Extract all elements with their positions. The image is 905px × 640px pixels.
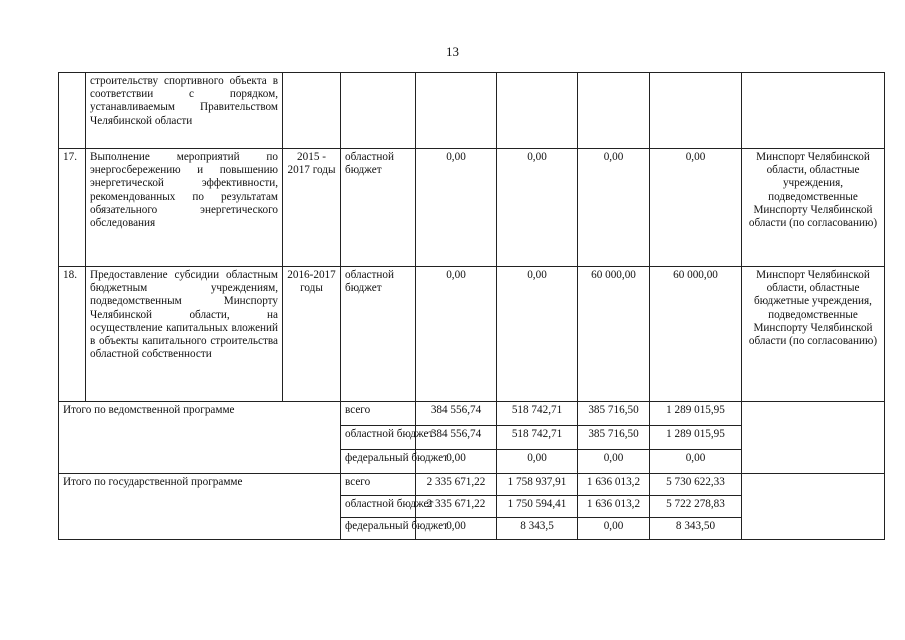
row-period (283, 73, 341, 149)
dept-total-value-2: 518 742,71 (497, 402, 578, 426)
row-executor: Минспорт Челябинской области, областные учреждения, подведомственные Минспорту Челябинской области (по согласованию) (742, 149, 885, 267)
row-value-1: 0,00 (416, 267, 497, 402)
row-source: областной бюджет (341, 267, 416, 402)
dept-total-value-1: 0,00 (416, 450, 497, 474)
table-row (59, 73, 885, 149)
row-value-2: 0,00 (497, 267, 578, 402)
row-value-2: 0,00 (497, 149, 578, 267)
row-value-1 (416, 73, 497, 149)
state-total-value-3: 1 636 013,2 (578, 496, 650, 518)
dept-total-source: всего (341, 402, 416, 426)
row-number: 17. (59, 149, 86, 267)
state-total-value-total: 5 730 622,33 (650, 474, 742, 496)
row-description: Выполнение мероприятий по энергосбережению и повышению энергетической эффективности, рекомендованных по результатам обязательного энергетического обследования (86, 149, 283, 267)
row-executor (742, 73, 885, 149)
row-source: областной бюджет (341, 149, 416, 267)
state-total-row (59, 474, 885, 496)
state-total-value-3: 1 636 013,2 (578, 474, 650, 496)
state-total-value-1: 2 335 671,22 (416, 474, 497, 496)
row-period: 2015 - 2017 годы (283, 149, 341, 267)
dept-total-row (59, 402, 885, 426)
state-total-value-2: 1 750 594,41 (497, 496, 578, 518)
dept-total-value-total: 1 289 015,95 (650, 402, 742, 426)
dept-total-label: Итого по ведомственной программе (59, 402, 341, 474)
row-value-3: 60 000,00 (578, 267, 650, 402)
dept-total-source: федеральный бюджет (341, 450, 416, 474)
dept-total-value-1: 384 556,74 (416, 402, 497, 426)
state-total-executor (742, 474, 885, 540)
row-value-total: 60 000,00 (650, 267, 742, 402)
dept-total-value-3: 385 716,50 (578, 402, 650, 426)
table-row (59, 149, 885, 267)
row-value-3: 0,00 (578, 149, 650, 267)
table-row (59, 267, 885, 402)
dept-total-value-3: 385 716,50 (578, 426, 650, 450)
dept-total-executor (742, 402, 885, 474)
state-total-source: областной бюджет (341, 496, 416, 518)
row-period: 2016-2017 годы (283, 267, 341, 402)
row-value-total (650, 73, 742, 149)
state-total-value-total: 8 343,50 (650, 518, 742, 540)
row-source (341, 73, 416, 149)
row-value-3 (578, 73, 650, 149)
page-number: 13 (446, 44, 459, 59)
dept-total-value-total: 1 289 015,95 (650, 426, 742, 450)
row-number: 18. (59, 267, 86, 402)
state-total-value-1: 2 335 671,22 (416, 496, 497, 518)
dept-total-value-1: 384 556,74 (416, 426, 497, 450)
row-value-total: 0,00 (650, 149, 742, 267)
state-total-value-total: 5 722 278,83 (650, 496, 742, 518)
state-total-value-2: 1 758 937,91 (497, 474, 578, 496)
program-table (58, 72, 885, 540)
state-total-label: Итого по государственной программе (59, 474, 341, 540)
state-total-value-2: 8 343,5 (497, 518, 578, 540)
dept-total-value-2: 518 742,71 (497, 426, 578, 450)
row-description: строительству спортивного объекта в соответствии с порядком, устанавливаемым Правительством Челябинской области (86, 73, 283, 149)
row-executor: Минспорт Челябинской области, областные бюджетные учреждения, подведомственные Минспорту Челябинской области (по согласованию) (742, 267, 885, 402)
dept-total-value-2: 0,00 (497, 450, 578, 474)
state-total-value-3: 0,00 (578, 518, 650, 540)
dept-total-value-3: 0,00 (578, 450, 650, 474)
row-number (59, 73, 86, 149)
row-value-1: 0,00 (416, 149, 497, 267)
row-description: Предоставление субсидии областным бюджетным учреждениям, подведомственным Минспорту Челябинской области, на осуществление капитальных вложений в объекты капитального строительства областной собственности (86, 267, 283, 402)
state-total-source: федеральный бюджет (341, 518, 416, 540)
state-total-source: всего (341, 474, 416, 496)
row-value-2 (497, 73, 578, 149)
dept-total-source: областной бюджет (341, 426, 416, 450)
dept-total-value-total: 0,00 (650, 450, 742, 474)
state-total-value-1: 0,00 (416, 518, 497, 540)
